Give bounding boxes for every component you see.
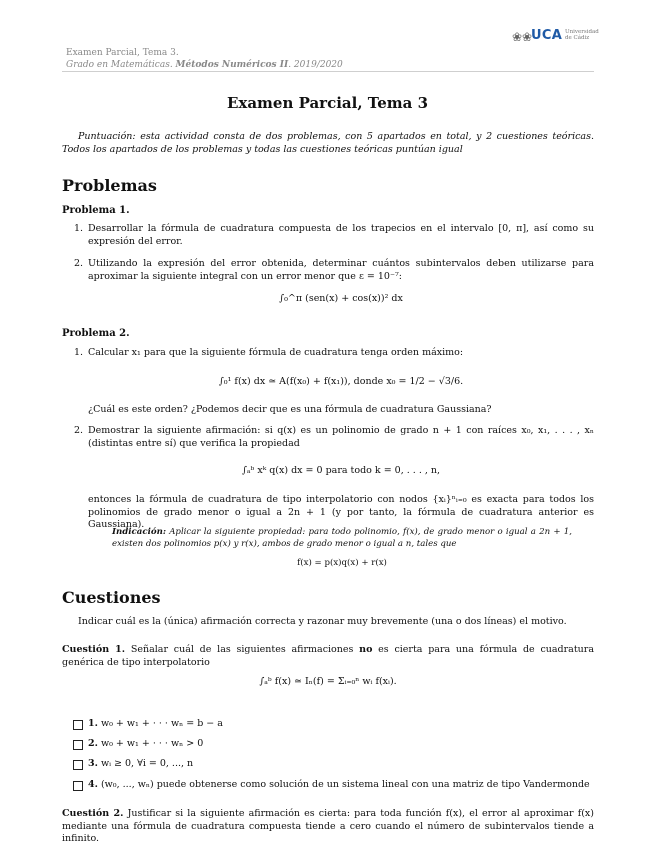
cuestion1-text-b: es cierta para una fórmula de cuadratura genérica de tipo interpolatorio (62, 644, 594, 668)
hint-formula: f(x) = p(x)q(x) + r(x) (297, 558, 387, 568)
cuestion1-formula: ∫ₐᵇ f(x) ≃ Iₙ(f) = Σᵢ₌₀ⁿ wᵢ f(xᵢ). (259, 676, 397, 687)
option2 (88, 738, 203, 749)
option1-text: w₀ + w₁ + · · · wₙ = b − a (100, 718, 223, 729)
cuestion1-no: no (359, 644, 373, 655)
option3-text: wᵢ ≥ 0, ∀i = 0, ..., n (100, 758, 194, 769)
p2-hint (112, 527, 572, 550)
hint-label: Indicación: (112, 527, 166, 537)
header-subject: Métodos Numéricos II (175, 60, 289, 70)
option2-num: 2. (88, 738, 98, 749)
option3-checkbox[interactable] (73, 760, 83, 770)
cuestion1-label: Cuestión 1. (62, 644, 126, 655)
cuestion2-label: Cuestión 2. (62, 808, 124, 819)
p2-item1-question: ¿Cuál es este orden? ¿Podemos decir que es una fórmula de cuadratura Gaussiana? (88, 404, 492, 415)
option3-num: 3. (88, 758, 98, 769)
header-divider (62, 71, 594, 72)
hint-text: Aplicar la siguiente propiedad: para todo polinomio, f(x), de grado menor o igual a 2n + 1, existen dos polinomios p(x) y r(x), ambos de grado menor o igual a n, tales que (112, 527, 572, 549)
p2-formula2: ∫ₐᵇ xᵏ q(x) dx = 0 para todo k = 0, . . . , n, (241, 465, 441, 476)
option1-checkbox[interactable] (73, 720, 83, 730)
university-logo (512, 28, 602, 46)
option4-text: (w₀, ..., wₙ) puede obtenerse como solución de un sistema lineal con una matriz de tipo Vandermonde (100, 779, 590, 790)
section-cuestiones: Cuestiones (62, 588, 161, 607)
option1-num: 1. (88, 718, 98, 729)
cuestion2-body: Justificar si la siguiente afirmación es cierta: para toda función f(x), el error al aproximar f(x) mediante una fórmula de cuadratura compuesta tiende a cero cuando el número de subintervalos tiende a infinito. (62, 808, 594, 844)
option4-num: 4. (88, 779, 98, 790)
cuestion1-text-a: Señalar cuál de las siguientes afirmaciones (125, 644, 360, 655)
page-title: Examen Parcial, Tema 3 (226, 94, 429, 112)
p1-integral: ∫₀^π (sen(x) + cos(x))² dx (279, 293, 403, 304)
option3 (88, 758, 193, 769)
p1-item1-num: 1. (74, 223, 84, 234)
logo-emblem-icon: ❀❀ (512, 30, 533, 44)
option4-checkbox[interactable] (73, 781, 83, 791)
p1-item1-text: Desarrollar la fórmula de cuadratura compuesta de los trapecios en el intervalo [0, π], así como su expresión del error. (88, 223, 594, 247)
p2-item2-continuation: entonces la fórmula de cuadratura de tipo interpolatorio con nodos {xᵢ}ⁿᵢ₌₀ es exacta para todos los polinomios de grado menor o igual a 2n + 1 (y por tanto, la fórmula de cuadratura anterior es Gaussiana). (88, 494, 594, 530)
p2-item2-text: Demostrar la siguiente afirmación: si q(x) es un polinomio de grado n + 1 con raíces x₀, x₁, . . . , xₙ (distintas entre sí) que verifica la propiedad (88, 425, 594, 449)
header-course: Grado en Matemáticas. (66, 60, 176, 70)
p2-item1-text: Calcular x₁ para que la siguiente fórmula de cuadratura tenga orden máximo: (88, 347, 464, 358)
p1-item2-text: Utilizando la expresión del error obtenida, determinar cuántos subintervalos deben utilizarse para aproximar la siguiente integral con un error menor que ε = 10⁻⁷: (88, 258, 594, 282)
header-line1: Examen Parcial, Tema 3. (66, 48, 179, 58)
cuestion2-text (62, 808, 594, 846)
section-problemas: Problemas (62, 176, 157, 195)
cuestion1-text (62, 644, 594, 669)
problem2-heading: Problema 2. (62, 328, 130, 339)
intro-text: Puntuación: esta actividad consta de dos problemas, con 5 apartados en total, y 2 cuestiones teóricas. Todos los apartados de los problemas y todas las cuestiones teóricas puntúan igual (62, 131, 594, 155)
logo-univ: Universidad de Cádiz (565, 29, 599, 41)
option2-text: w₀ + w₁ + · · · wₙ > 0 (100, 738, 204, 749)
option1 (88, 718, 223, 729)
p1-item2-num: 2. (74, 258, 84, 269)
problem1-heading: Problema 1. (62, 205, 130, 216)
option2-checkbox[interactable] (73, 740, 83, 750)
logo-text: UCA (531, 28, 563, 43)
option4 (88, 779, 590, 790)
header-year: . 2019/2020 (288, 60, 343, 70)
cuestiones-intro: Indicar cuál es la (única) afirmación correcta y razonar muy brevemente (una o dos líneas) el motivo. (78, 616, 567, 627)
p2-formula1: ∫₀¹ f(x) dx ≃ A(f(x₀) + f(x₁)), donde x₀ = 1/2 − √3/6. (218, 376, 464, 387)
p2-item2-num: 2. (74, 425, 84, 436)
p2-item1-num: 1. (74, 347, 84, 358)
header-line2 (66, 59, 343, 71)
